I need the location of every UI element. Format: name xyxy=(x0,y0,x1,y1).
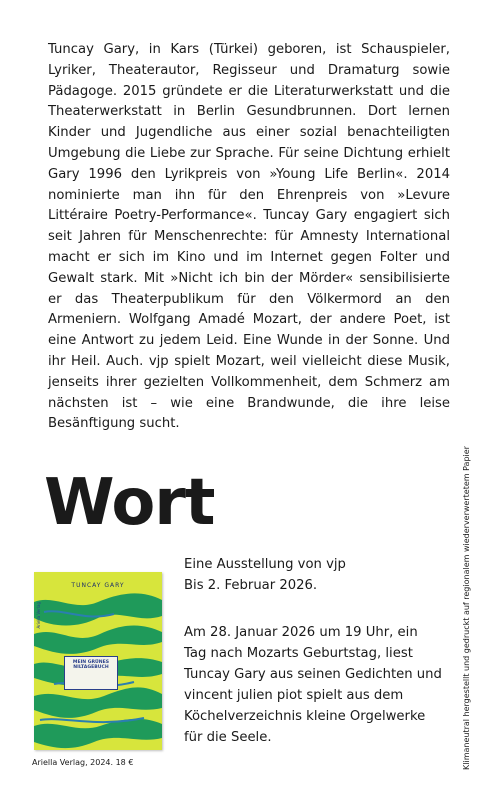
book-title-line2: NILTAGEBUCH xyxy=(73,665,109,671)
headline-wort: Wort xyxy=(44,466,215,540)
exhibition-line1: Eine Ausstellung von vjp xyxy=(184,557,346,572)
exhibition-info xyxy=(184,554,444,596)
printing-note: Klimaneutral hergestellt und gedruckt auf regionalem wiederverwertetem Papier xyxy=(462,446,471,770)
exhibition-line2: Bis 2. Februar 2026. xyxy=(184,578,318,593)
book-title-line1: MEIN GRÜNES xyxy=(72,660,110,665)
book-author: TUNCAY GARY xyxy=(71,582,125,589)
biography-paragraph: Tuncay Gary, in Kars (Türkei) geboren, ist Schauspieler, Lyriker, Theaterautor, Regisseur und Dramaturg sowie Pädagoge. 2015 gründete er die Literaturwerkstatt und die Theaterwerkstatt in Berlin Gesundbrunnen. Dort lernen Kinder und Jugendliche aus einer sozial benachteiligten Umgebung die Liebe zur Sprache. Für seine Dichtung erhielt Gary 1996 den Lyrikpreis von »Young Life Berlin«. 2014 nominierte man ihn für den Ehrenpreis von »Levure Littéraire Poetry-Performance«. Tuncay Gary engagiert sich seit Jahren für Menschenrechte: für Amnesty International macht er sich im Kino und im Internet gegen Folter und Gewalt stark. Mit »Nicht ich bin der Mörder« sensibilisierte er das Theaterpublikum für den Völkermord an den Armeniern. Wolfgang Amadé Mozart, der andere Poet, ist eine Antwort zu jedem Leid. Eine Wunde in der Sonne. Und ihr Heil. Auch. vjp spielt Mozart, weil vielleicht diese Musik, jenseits ihrer gezielten Vollkommenheit, dem Schmerz am nächsten ist – wie eine Brandwunde, die ihre leise Besänftigung sucht. xyxy=(48,42,450,432)
book-spine-text: Ariella Verlag xyxy=(36,602,41,629)
book-cover-image xyxy=(34,572,162,750)
book-caption: Ariella Verlag, 2024. 18 € xyxy=(32,758,134,767)
event-info: Am 28. Januar 2026 um 19 Uhr, ein Tag nach Mozarts Geburtstag, liest Tuncay Gary aus seinen Gedichten und vincent julien piot spielt aus dem Köchelverzeichnis kleine Orgelwerke für die Seele. xyxy=(184,625,442,745)
book-title-label xyxy=(64,656,118,690)
